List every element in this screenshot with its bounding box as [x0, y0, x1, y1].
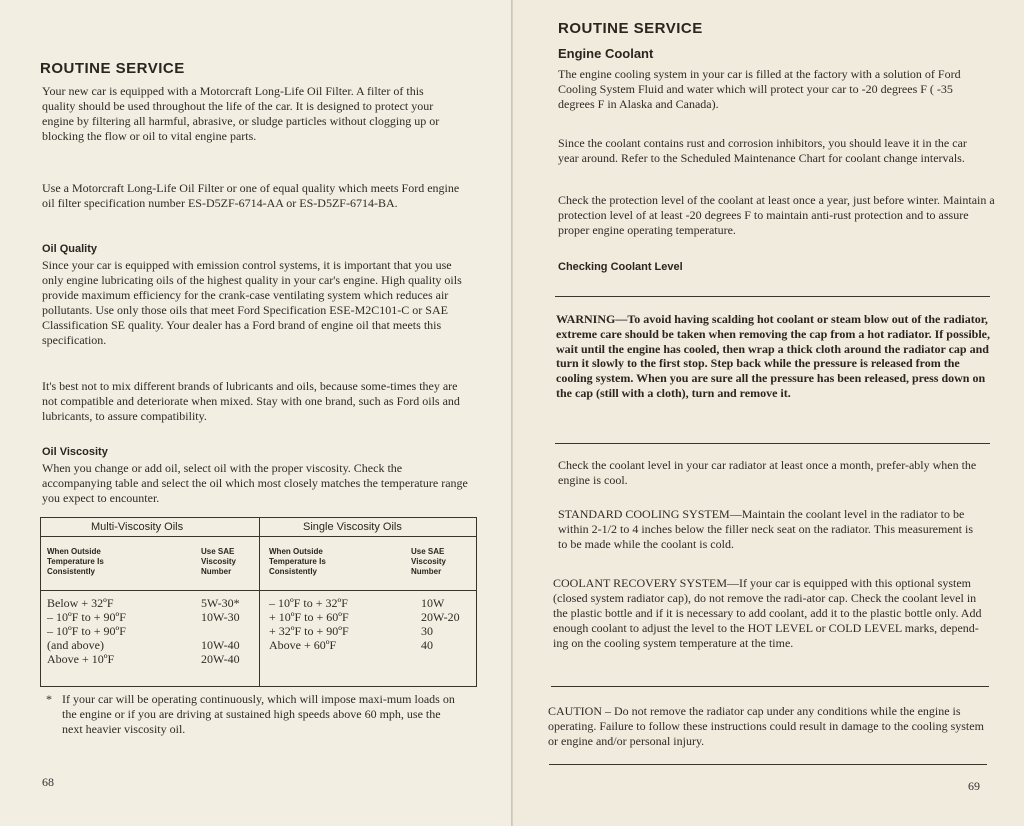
caution-top-rule: [551, 686, 989, 687]
check-level-paragraph: Check the coolant level in your car radiator at least once a month, prefer-ably when the engine is cool.: [558, 458, 977, 487]
oil-quality-heading: Oil Quality: [42, 243, 98, 255]
oil-filter-paragraph: Your new car is equipped with a Motorcraft Long-Life Oil Filter. A filter of this quality should be used throughout the life of the car. It is designed to protect your engine by filtering all harmful, abrasive, or sludge particles without clogging up or blocking the flow or oil to vital engine parts.: [42, 84, 440, 143]
coolant-inhibitors-paragraph: Since the coolant contains rust and corrosion inhibitors, you should leave it in the car year around. Refer to the Scheduled Maintenance Chart for coolant change intervals.: [558, 136, 967, 165]
filter-spec-paragraph: Use a Motorcraft Long-Life Oil Filter or one of equal quality which meets Ford engine oil filter specification number ES-D5ZF-6714-AA or ES-D5ZF-6714-BA.: [42, 181, 460, 210]
footnote: If your car will be operating continuously, which will impose maxi-mum loads on the engine or if you are driving at sustained high speeds above 60 mph, use the next heavier viscosity oil.: [62, 692, 455, 736]
page-header: ROUTINE SERVICE: [558, 20, 703, 37]
single-sae-column-header: Use SAE Viscosity Number: [411, 547, 446, 576]
right-page: [513, 0, 1024, 826]
caution-bottom-rule: [549, 764, 987, 765]
multi-sae-column-header: Use SAE Viscosity Number: [201, 547, 236, 576]
single-viscosity-caption: Single Viscosity Oils: [303, 521, 402, 533]
page-header: ROUTINE SERVICE: [40, 60, 185, 77]
warning-bottom-rule: [555, 443, 990, 444]
single-temp-column-header: When Outside Temperature Is Consistently: [269, 547, 326, 576]
engine-coolant-heading: Engine Coolant: [558, 46, 654, 61]
standard-cooling-paragraph: STANDARD COOLING SYSTEM—Maintain the coolant level in the radiator to be within 2-1/2 to 4 inches below the filler neck seat on the radiator. This measurement is to be made while the coolant is cold.: [558, 507, 974, 551]
oil-viscosity-heading: Oil Viscosity: [42, 446, 108, 458]
table-header-divider: [41, 590, 476, 591]
warning-text: WARNING—To avoid having scalding hot coolant or steam blow out of the radiator, extreme care should be taken when removing the cap from a hot radiator. If possible, wait until the engine has cooled, then wrap a thick cloth around the radiator cap and turn it slowly to the first stop. Step back while the pressure is released from the cooling system. When you are sure all the pressure has been released, press down on the cap (still with a cloth), turn and remove it.: [556, 312, 990, 400]
multi-viscosity-caption: Multi-Viscosity Oils: [91, 521, 184, 533]
multi-sae-values: 5W-30* 10W-30 10W-40 20W-40: [201, 596, 240, 666]
page-number-left: 68: [42, 775, 54, 789]
multi-temp-values: Below + 32ºF – 10ºF to + 90ºF – 10ºF to + 90ºF (and above) Above + 10ºF: [47, 596, 126, 666]
page-number-right: 69: [968, 779, 980, 793]
coolant-factory-paragraph: The engine cooling system in your car is filled at the factory with a solution of Ford Cooling System Fluid and water which will protect your car to -20 degrees F ( -35 degrees F in Alaska and Canada).: [558, 67, 961, 111]
mixing-paragraph: It's best not to mix different brands of lubricants and oils, because some-times they are not compatible and deteriorate when mixed. Stay with one brand, such as Ford oils and lubricants, to assure compatibility.: [42, 379, 460, 423]
checking-coolant-heading: Checking Coolant Level: [558, 261, 683, 273]
table-caption-divider: [41, 536, 476, 537]
single-temp-values: – 10ºF to + 32ºF + 10ºF to + 60ºF + 32ºF to + 90ºF Above + 60ºF: [269, 596, 349, 652]
protection-level-paragraph: Check the protection level of the coolant at least once a year, just before winter. Maintain a protection level of at least -20 degrees F to maintain anti-rust protection and to assure proper engine operating temperature.: [558, 193, 995, 237]
oil-quality-paragraph: Since your car is equipped with emission control systems, it is important that you use only engine lubricating oils of the highest quality in your car's engine. High quality oils provide maximum efficiency for the crank-case ventilating system which reduces air pollutants. Use only those oils that meet Ford Specification ESE-M2C101-C or SAE Classification SE quality. Your dealer has a Ford brand of engine oil that meets this specification.: [42, 258, 462, 347]
oil-viscosity-paragraph: When you change or add oil, select oil with the proper viscosity. Check the accompanying table and select the oil which most closely matches the temperature range you expect to encounter.: [42, 461, 468, 505]
footnote-mark: *: [46, 692, 52, 706]
single-sae-values: 10W 20W-20 30 40: [421, 596, 460, 652]
caution-text: CAUTION – Do not remove the radiator cap under any conditions while the engine is operating. Failure to follow these instructions could result in damage to the cooling system or engine and/or personal injury.: [548, 704, 984, 748]
viscosity-table: [40, 517, 477, 687]
multi-temp-column-header: When Outside Temperature Is Consistently: [47, 547, 104, 576]
warning-top-rule: [555, 296, 990, 297]
table-column-divider: [259, 518, 260, 686]
coolant-recovery-paragraph: COOLANT RECOVERY SYSTEM—If your car is equipped with this optional system (closed system radiator cap), do not remove the radi-ator cap. Check the coolant level in the plastic bottle and if it is necessary to add coolant, add it to the plastic bottle only. Add enough coolant to adjust the level to the HOT LEVEL or COLD LEVEL marks, depend-ing on the cooling system temperature at the time.: [553, 576, 982, 650]
